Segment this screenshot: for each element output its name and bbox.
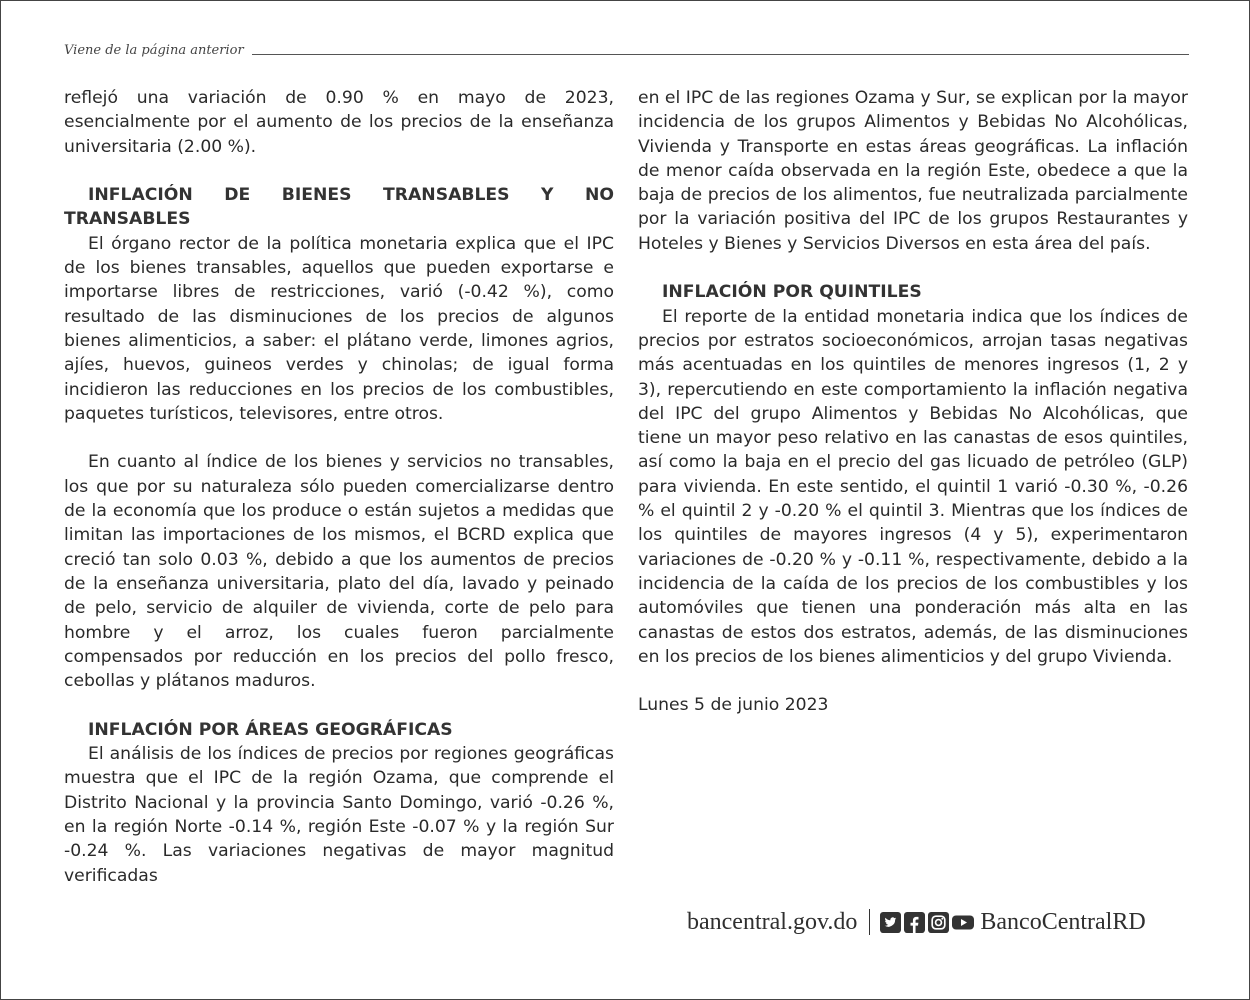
- paragraph: En cuanto al índice de los bienes y servicios no transables, los que por su naturaleza sólo pueden comercializarse dentro de la economía que los produce o están sujetos a medidas que limitan las importaciones de los mismos, el BCRD explica que creció tan solo 0.03 %, debido a que los aumentos de precios de la enseñanza universitaria, plato del día, lavado y peinado de pelo, servicio de alquiler de vivienda, corte de pelo para hombre y el arroz, los cuales fueron parcialmente compensados por reducción en los precios del pollo fresco, cebollas y plátanos maduros.: [64, 452, 614, 692]
- header-rule: [252, 54, 1189, 55]
- page-header: [64, 39, 1189, 61]
- social-icons: [880, 912, 974, 933]
- paragraph: en el IPC de las regiones Ozama y Sur, se explican por la mayor incidencia de los grupos Alimentos y Bebidas No Alcohólicas, Vivienda y Transporte en estas áreas geográficas. La inflación de menor caída observada en la región Este, obedece a que la baja de precios de los alimentos, fue neutralizada parcialmente por la variación positiva del IPC de los grupos Restaurantes y Hoteles y Bienes y Servicios Diversos en esta área del país.: [638, 88, 1188, 254]
- spacer: [64, 159, 614, 183]
- paragraph: El órgano rector de la política monetaria explica que el IPC de los bienes transables, aquellos que pueden exportarse e importarse libres de restricciones, varió (-0.42 %), como resultado de las disminuciones de los precios de algunos bienes alimenticios, a saber: el plátano verde, limones agrios, ajíes, huevos, guineos verdes y chinolas; de igual forma incidieron las reducciones en los precios de los combustibles, paquetes turísticos, televisores, entre otros.: [64, 233, 614, 424]
- date-line: Lunes 5 de junio 2023: [638, 695, 829, 716]
- instagram-icon[interactable]: [928, 912, 949, 933]
- paragraph: reflejó una variación de 0.90 % en mayo de 2023, esencialmente por el aumento de los precios de la enseñanza universitaria (2.00 %).: [64, 88, 614, 157]
- section-heading-quintiles: INFLACIÓN POR QUINTILES: [662, 282, 922, 303]
- section-heading-transables: INFLACIÓN DE BIENES TRANSABLES Y NO TRANSABLES: [64, 185, 614, 230]
- website-link[interactable]: bancentral.gov.do: [687, 908, 858, 935]
- continued-label: Viene de la página anterior: [64, 42, 244, 58]
- spacer: [64, 693, 614, 717]
- social-handle: BancoCentralRD: [980, 908, 1146, 935]
- paragraph: El análisis de los índices de precios por regiones geográficas muestra que el IPC de la región Ozama, que comprende el Distrito Nacional y la provincia Santo Domingo, varió -0.26 %, en la región Norte -0.14 %, región Este -0.07 % y la región Sur -0.24 %. Las variaciones negativas de mayor magnitud verificadas: [64, 744, 614, 886]
- spacer: [638, 669, 1188, 693]
- spacer: [64, 426, 614, 450]
- right-column: [638, 86, 1188, 718]
- twitter-icon[interactable]: [880, 912, 901, 933]
- section-heading-areas: INFLACIÓN POR ÁREAS GEOGRÁFICAS: [88, 719, 453, 740]
- youtube-icon[interactable]: [952, 912, 974, 933]
- facebook-icon[interactable]: [904, 912, 925, 933]
- left-column: [64, 86, 614, 888]
- paragraph: El reporte de la entidad monetaria indica que los índices de precios por estratos socioeconómicos, arrojan tasas negativas más acentuadas en los quintiles de menores ingresos (1, 2 y 3), repercutiendo en este comportamiento la inflación negativa del IPC del grupo Alimentos y Bebidas No Alcohólicas, que tiene un mayor peso relativo en las canastas de esos quintiles, así como la baja en el precio del gas licuado de petróleo (GLP) para vivienda. En este sentido, el quintil 1 varió -0.30 %, -0.26 % el quintil 2 y -0.20 % el quintil 3. Mientras que los índices de los quintiles de mayores ingresos (4 y 5), experimentaron variaciones de -0.20 % y -0.11 %, respectivamente, debido a la incidencia de la caída de los precios de los combustibles y los automóviles que tienen una ponderación más alta en las canastas de estos dos estratos, además, de las disminuciones en los precios de los bienes alimenticios y del grupo Vivienda.: [638, 306, 1188, 667]
- footer-divider: [869, 909, 870, 935]
- footer: [687, 905, 1146, 939]
- spacer: [638, 256, 1188, 280]
